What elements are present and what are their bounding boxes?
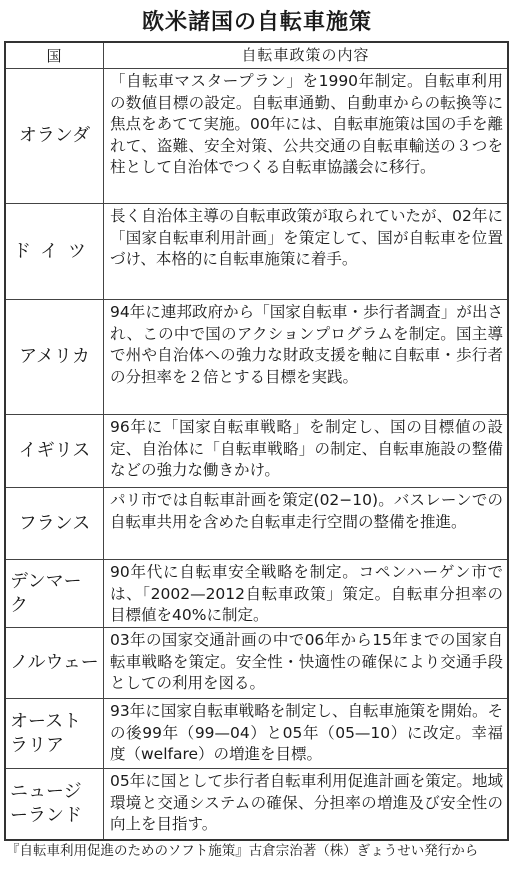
table-header xyxy=(6,43,507,69)
policy-cell: 03年の国家交通計画の中で06年から15年までの国家自転車戦略を策定。安全性・快適性の確保により交通手段としての利用を図る。 xyxy=(110,631,503,692)
table-row xyxy=(6,415,507,488)
policy-cell: 90年代に自転車安全戦略を制定。コペンハーゲン市では、「2002—2012自転車政策」策定。自転車分担率の目標値を40%に制定。 xyxy=(110,563,503,624)
policy-table xyxy=(4,41,509,841)
table-row xyxy=(6,204,507,300)
table-row xyxy=(6,488,507,560)
country-cell: オーストラリア xyxy=(6,699,104,768)
policy-cell: 「自転車マスタープラン」を1990年制定。自転車利用の数値目標の設定。自転車通勤、自動車からの転換等に焦点をあてて実施。00年には、自転車施策は国の手を離れて、盗難、安全対策、公共交通の自転車輸送の３つを柱として自治体でつくる自転車協議会に移行。 xyxy=(110,72,503,176)
table-row xyxy=(6,300,507,415)
policy-cell: パリ市では自転車計画を策定(02−10)。バスレーンでの自転車共用を含めた自転車走行空間の整備を推進。 xyxy=(110,491,503,531)
policy-cell: 93年に国家自転車戦略を制定し、自転車施策を開始。その後99年（99—04）と05年（05—10）に改定。幸福度（welfare）の増進を目標。 xyxy=(110,702,503,763)
policy-cell: 96年に「国家自転車戦略」を制定し、国の目標値の設定、自治体に「自転車戦略」の制定、自転車施設の整備などの強力な働きかけ。 xyxy=(110,418,503,479)
country-cell: デンマーク xyxy=(6,560,104,627)
header-country: 国 xyxy=(6,43,104,68)
table-row xyxy=(6,699,507,769)
country-cell: オランダ xyxy=(6,69,104,203)
policy-cell: 94年に連邦政府から「国家自転車・歩行者調査」が出され、この中で国のアクションプログラムを制定。国主導で州や自治体への強力な財政支援を軸に自転車・歩行者の分担率を２倍とする目標を実践。 xyxy=(110,303,503,386)
table-row xyxy=(6,69,507,204)
country-cell: ノルウェー xyxy=(6,628,104,698)
source-note: 『自転車利用促進のためのソフト施策』古倉宗治著（株）ぎょうせい発行から xyxy=(6,843,479,859)
country-cell: ドイツ xyxy=(6,204,104,299)
country-cell: イギリス xyxy=(6,415,104,487)
header-policy: 自転車政策の内容 xyxy=(241,45,370,64)
country-cell: フランス xyxy=(6,488,104,559)
policy-cell: 05年に国として歩行者自転車利用促進計画を策定。地域環境と交通システムの確保、分担率の増進及び安全性の向上を目指す。 xyxy=(110,772,503,833)
table-row xyxy=(6,769,507,839)
policy-cell: 長く自治体主導の自転車政策が取られていたが、02年に「国家自転車利用計画」を策定して、国が自転車を位置づけ、本格的に自転車施策に着手。 xyxy=(110,207,503,268)
table-row xyxy=(6,628,507,699)
country-cell: アメリカ xyxy=(6,300,104,414)
table-row xyxy=(6,560,507,628)
page-title: 欧米諸国の自転車施策 xyxy=(141,9,372,35)
country-cell: ニュージーランド xyxy=(6,769,104,839)
